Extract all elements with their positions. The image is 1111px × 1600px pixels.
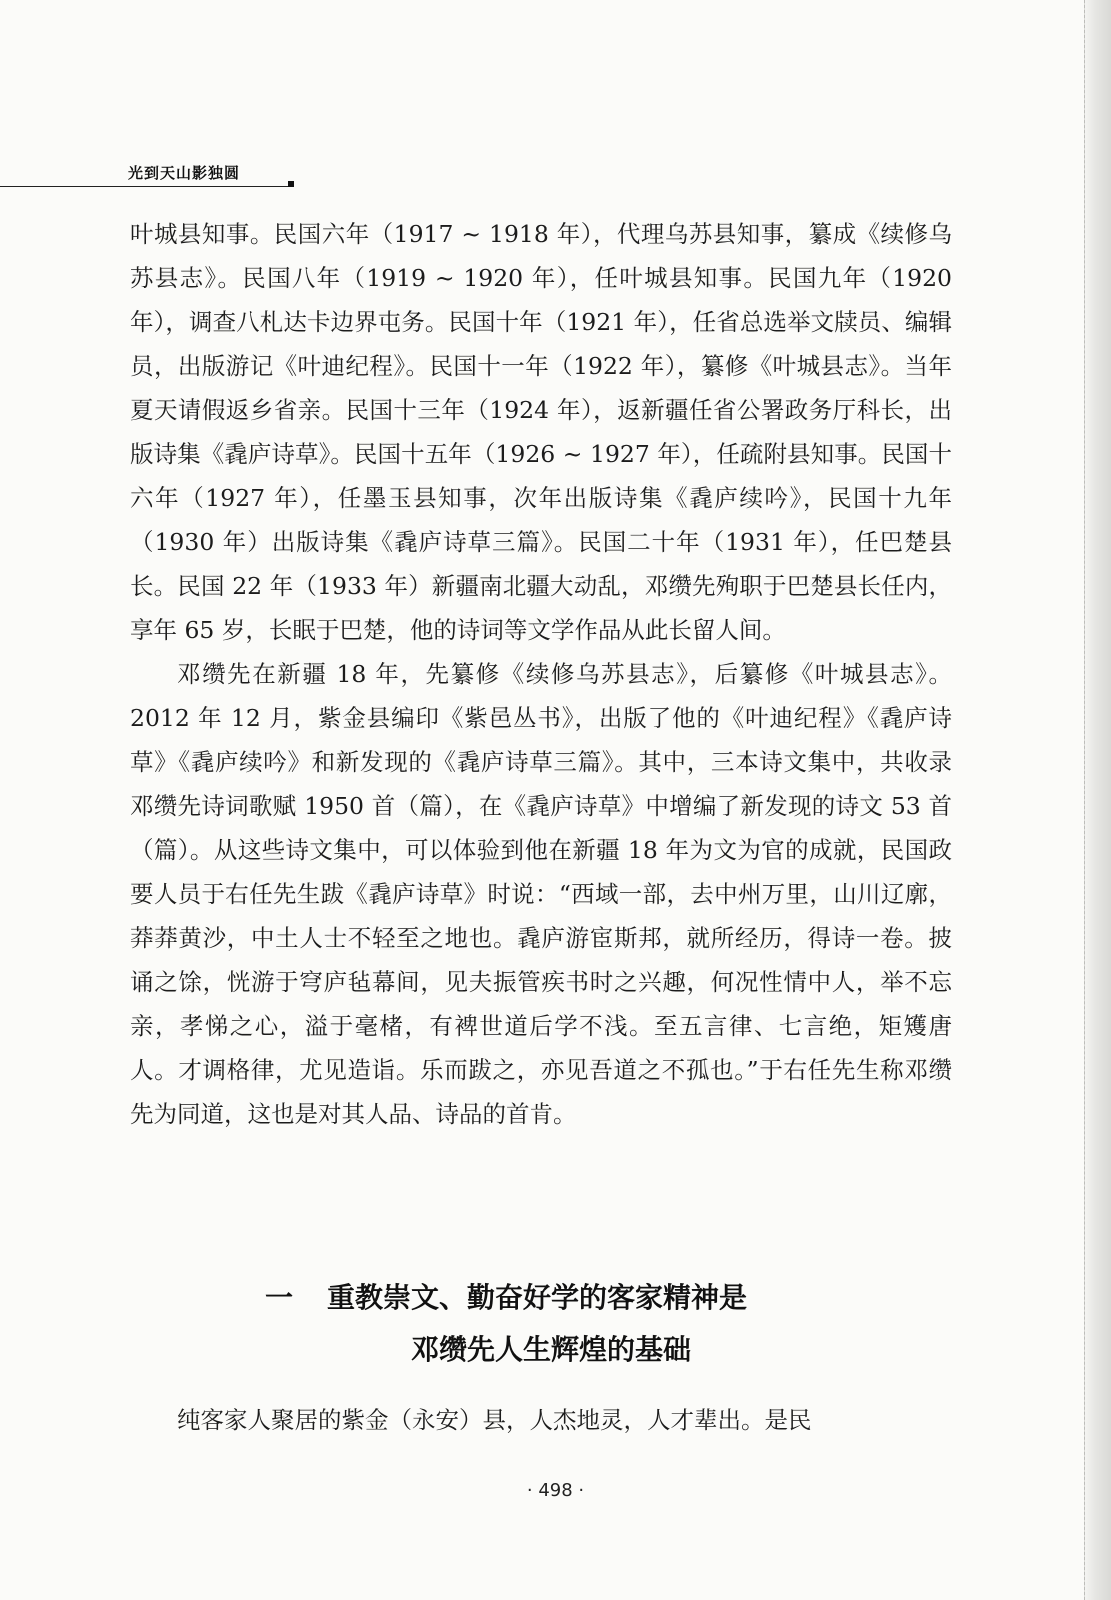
running-header-title: 光到天山影独圆 <box>128 164 241 182</box>
running-header <box>0 160 300 190</box>
paragraph-continued: 叶城县知事。民国六年（1917 ~ 1918 年），代理乌苏县知事，纂成《续修乌苏县志》。民国八年（1919 ~ 1920 年），任叶城县知事。民国九年（1920 年），调查八札达卡边界屯务。民国十年（1921 年），任省总选举文牍员、编辑员，出版游记《叶迪纪程》。民国十一年（1922 年），纂修《叶城县志》。当年夏天请假返乡省亲。民国十三年（1924 年），返新疆任省公署政务厅科长，出版诗集《毳庐诗草》。民国十五年（1926 ~ 1927 年），任疏附县知事。民国十六年（1927 年），任墨玉县知事，次年出版诗集《毳庐续吟》，民国十九年（1930 年）出版诗集《毳庐诗草三篇》。民国二十年（1931 年），任巴楚县长。民国 22 年（1933 年）新疆南北疆大动乱，邓缵先殉职于巴楚县长任内，享年 65 岁，长眠于巴楚，他的诗词等文学作品从此长留人间。 <box>130 220 952 644</box>
paragraph-deng-zuanxian-works: 邓缵先在新疆 18 年，先纂修《续修乌苏县志》，后纂修《叶城县志》。2012 年 12 月，紫金县编印《紫邑丛书》，出版了他的《叶迪纪程》《毳庐诗草》《毳庐续吟》和新发现的《毳庐诗草三篇》。其中，三本诗文集中，共收录邓缵先诗词歌赋 1950 首（篇），在《毳庐诗草》中增编了新发现的诗文 53 首（篇）。从这些诗文集中，可以体验到他在新疆 18 年为文为官的成就，民国政要人员于右任先生跋《毳庐诗草》时说：“西域一部，去中州万里，山川辽廓，莽莽黄沙，中土人士不轻至之地也。毳庐游宦斯邦，就所经历，得诗一卷。披诵之馀，恍游于穹庐毡幕间，见夫振管疾书时之兴趣，何况性情中人，举不忘亲，孝悌之心，溢于毫楮，有裨世道后学不浅。至五言律、七言绝，矩矱唐人。才调格律，尤见造诣。乐而跋之，亦见吾道之不孤也。”于右任先生称邓缵先为同道，这也是对其人品、诗品的首肯。 <box>130 660 952 1128</box>
running-header-rule <box>0 186 290 187</box>
scanned-page-edge <box>1084 0 1111 1600</box>
section-body <box>130 1398 952 1442</box>
section-heading <box>130 1272 952 1376</box>
section-heading-line-1 <box>130 1272 952 1324</box>
section-number: 一 <box>264 1281 293 1314</box>
paragraph-section-start: 纯客家人聚居的紫金（永安）县，人杰地灵，人才辈出。是民 <box>177 1406 812 1434</box>
page-number: · 498 · <box>526 1480 585 1501</box>
section-title-line-1: 重教崇文、勤奋好学的客家精神是 <box>327 1281 748 1314</box>
running-header-square-mark <box>288 181 294 187</box>
body-text <box>130 212 952 1136</box>
section-title-line-2: 邓缵先人生辉煌的基础 <box>410 1333 691 1366</box>
